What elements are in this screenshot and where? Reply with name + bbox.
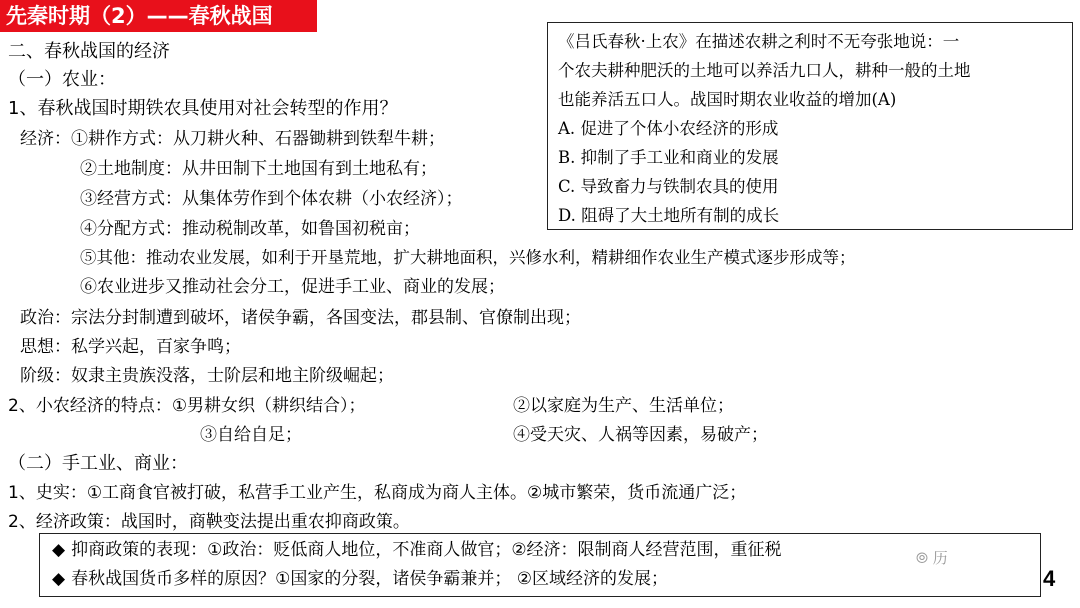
subsection-commerce: （二）手工业、商业： <box>8 453 188 474</box>
econ-item-1: 经济：①耕作方式：从刀耕火种、石器锄耕到铁犁牛耕； <box>20 129 445 149</box>
summary-row-2-text: 春秋战国货币多样的原因？①国家的分裂，诸侯争霸兼并； ②区域经济的发展； <box>71 569 668 589</box>
summary-row-1 <box>52 536 1040 565</box>
quiz-stem-line-3: 也能养活五口人。战国时期农业收益的增加(A) <box>558 90 897 109</box>
quiz-stem-line-2: 个农夫耕种肥沃的土地可以养活九口人，耕种一般的土地 <box>558 61 971 80</box>
summary-box <box>39 533 1041 597</box>
quiz-option-a: A. 促进了个体小农经济的形成 <box>558 119 779 138</box>
quiz-option-b: B. 抑制了手工业和商业的发展 <box>558 148 779 167</box>
politics-line: 政治：宗法分封制遭到破坏，诸侯争霸，各国变法，郡县制、官僚制出现； <box>20 308 581 328</box>
quiz-option-c: C. 导致畜力与铁制农具的使用 <box>558 177 779 196</box>
econ-item-4: ④分配方式：推动税制改革，如鲁国初税亩； <box>80 219 420 239</box>
smallholder-feature-2: ②以家庭为生产、生活单位； <box>513 396 734 416</box>
quiz-option-d: D. 阻碍了大土地所有制的成长 <box>558 206 780 225</box>
subsection-agriculture: （一）农业： <box>8 69 116 90</box>
quiz-box <box>547 22 1073 230</box>
watermark <box>916 547 948 568</box>
economic-policy: 2、经济政策：战国时，商鞅变法提出重农抑商政策。 <box>8 512 410 532</box>
diamond-bullet-icon: ◆ <box>52 540 66 560</box>
classes-line: 阶级：奴隶主贵族没落，士阶层和地主阶级崛起； <box>20 366 394 386</box>
econ-item-5: ⑤其他：推动农业发展，如利于开垦荒地，扩大耕地面积，兴修水利，精耕细作农业生产模式逐步形成等； <box>80 248 856 267</box>
thought-line: 思想：私学兴起，百家争鸣； <box>20 337 241 357</box>
section-heading: 二、春秋战国的经济 <box>8 41 170 62</box>
page-title: 先秦时期（2）——春秋战国 <box>0 0 317 32</box>
econ-item-6: ⑥农业进步又推动社会分工，促进手工业、商业的发展； <box>80 277 505 297</box>
smallholder-feature-3: ③自给自足； <box>200 425 302 445</box>
wechat-icon: ⦾ <box>916 549 929 567</box>
diamond-bullet-icon: ◆ <box>52 569 66 589</box>
smallholder-feature-4: ④受天灾、人祸等因素，易破产； <box>513 425 768 445</box>
smallholder-features: 2、小农经济的特点：①男耕女织（耕织结合）； <box>8 396 366 416</box>
historical-facts: 1、史实：①工商食官被打破，私营手工业产生，私商成为商人主体。②城市繁荣，货币流通广泛； <box>8 483 747 503</box>
summary-row-1-text: 抑商政策的表现：①政治：贬低商人地位，不准商人做官；②经济：限制商人经营范围，重征税 <box>71 540 782 560</box>
econ-item-2: ②土地制度：从井田制下土地国有到土地私有； <box>80 159 437 179</box>
summary-row-2 <box>52 565 1040 594</box>
question-1: 1、春秋战国时期铁农具使用对社会转型的作用？ <box>8 98 398 119</box>
page-number: 4 <box>1043 566 1056 591</box>
quiz-stem-line-1: 《吕氏春秋·上农》在描述农耕之利时不无夸张地说：一 <box>558 32 960 51</box>
econ-item-3: ③经营方式：从集体劳作到个体农耕（小农经济）； <box>80 189 463 209</box>
watermark-text: 历 <box>932 549 948 567</box>
